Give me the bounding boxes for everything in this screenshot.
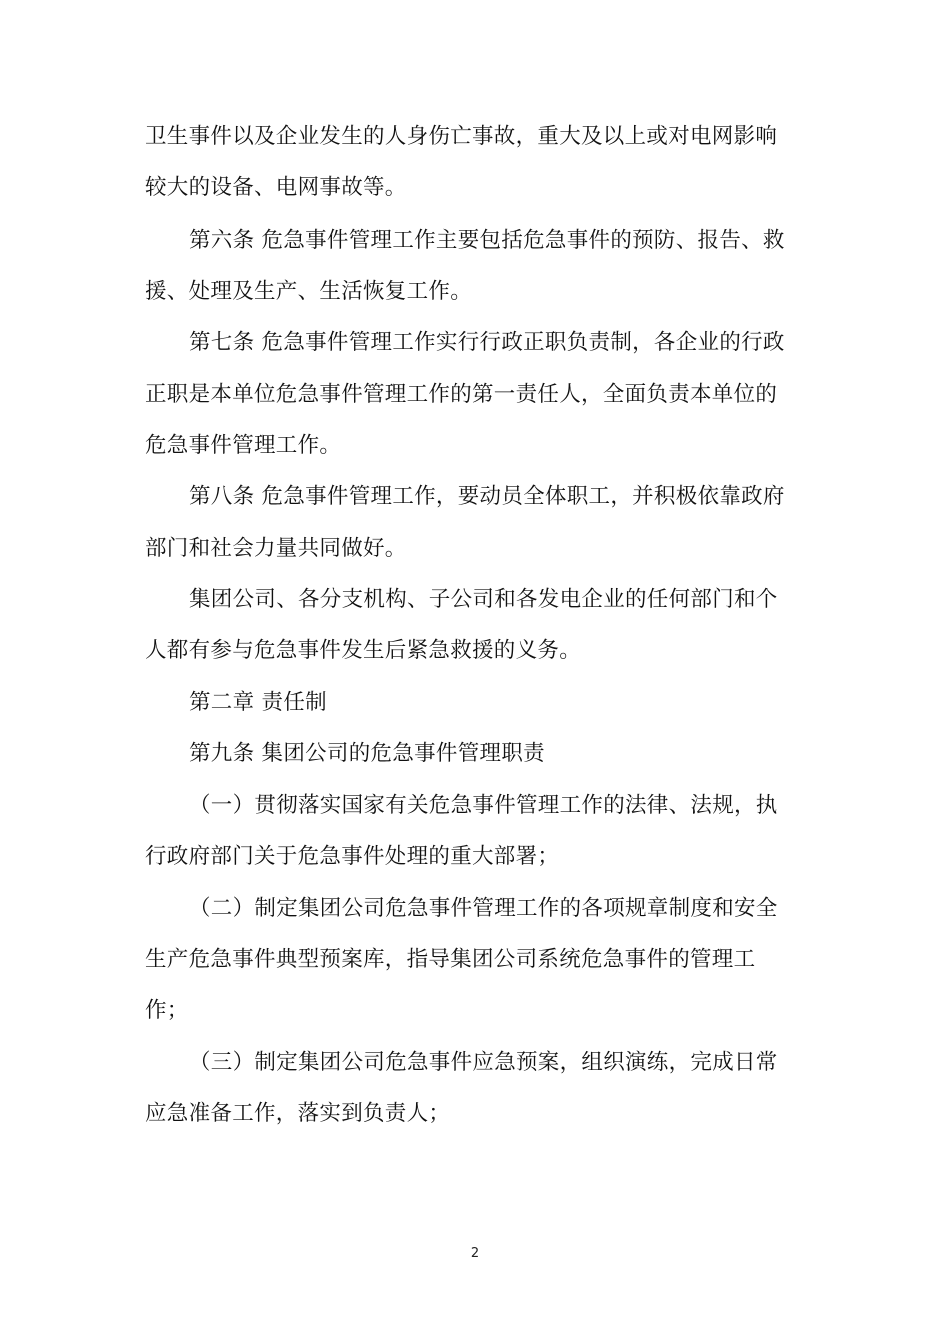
- text-line: 正职是本单位危急事件管理工作的第一责任人，全面负责本单位的: [145, 382, 778, 407]
- text-line: （一）贯彻落实国家有关危急事件管理工作的法律、法规，执: [189, 793, 778, 818]
- text-line: 第八条 危急事件管理工作，要动员全体职工，并积极依靠政府: [189, 484, 785, 509]
- text-line: 援、处理及生产、生活恢复工作。: [145, 279, 473, 304]
- text-line: 第七条 危急事件管理工作实行行政正职负责制，各企业的行政: [189, 330, 785, 355]
- text-line: 危急事件管理工作。: [145, 433, 342, 458]
- text-line: 第九条 集团公司的危急事件管理职责: [189, 741, 545, 766]
- text-line: 作；: [145, 998, 189, 1023]
- text-line: 集团公司、各分支机构、子公司和各发电企业的任何部门和个: [189, 587, 778, 612]
- page-number: 2: [470, 1246, 480, 1261]
- text-line: 行政府部门关于危急事件处理的重大部署；: [145, 844, 560, 869]
- text-line: 生产危急事件典型预案库，指导集团公司系统危急事件的管理工: [145, 947, 756, 972]
- text-line: 部门和社会力量共同做好。: [145, 536, 407, 561]
- chapter-heading: 第二章 责任制: [189, 690, 327, 715]
- text-line: （三）制定集团公司危急事件应急预案，组织演练，完成日常: [189, 1050, 778, 1075]
- text-line: 第六条 危急事件管理工作主要包括危急事件的预防、报告、救: [189, 228, 785, 253]
- text-line: 较大的设备、电网事故等。: [145, 175, 407, 200]
- text-line: 人都有参与危急事件发生后紧急救援的义务。: [145, 638, 582, 663]
- text-line: 卫生事件以及企业发生的人身伤亡事故，重大及以上或对电网影响: [145, 124, 778, 149]
- text-line: 应急准备工作，落实到负责人；: [145, 1101, 451, 1126]
- text-line: （二）制定集团公司危急事件管理工作的各项规章制度和安全: [189, 896, 778, 921]
